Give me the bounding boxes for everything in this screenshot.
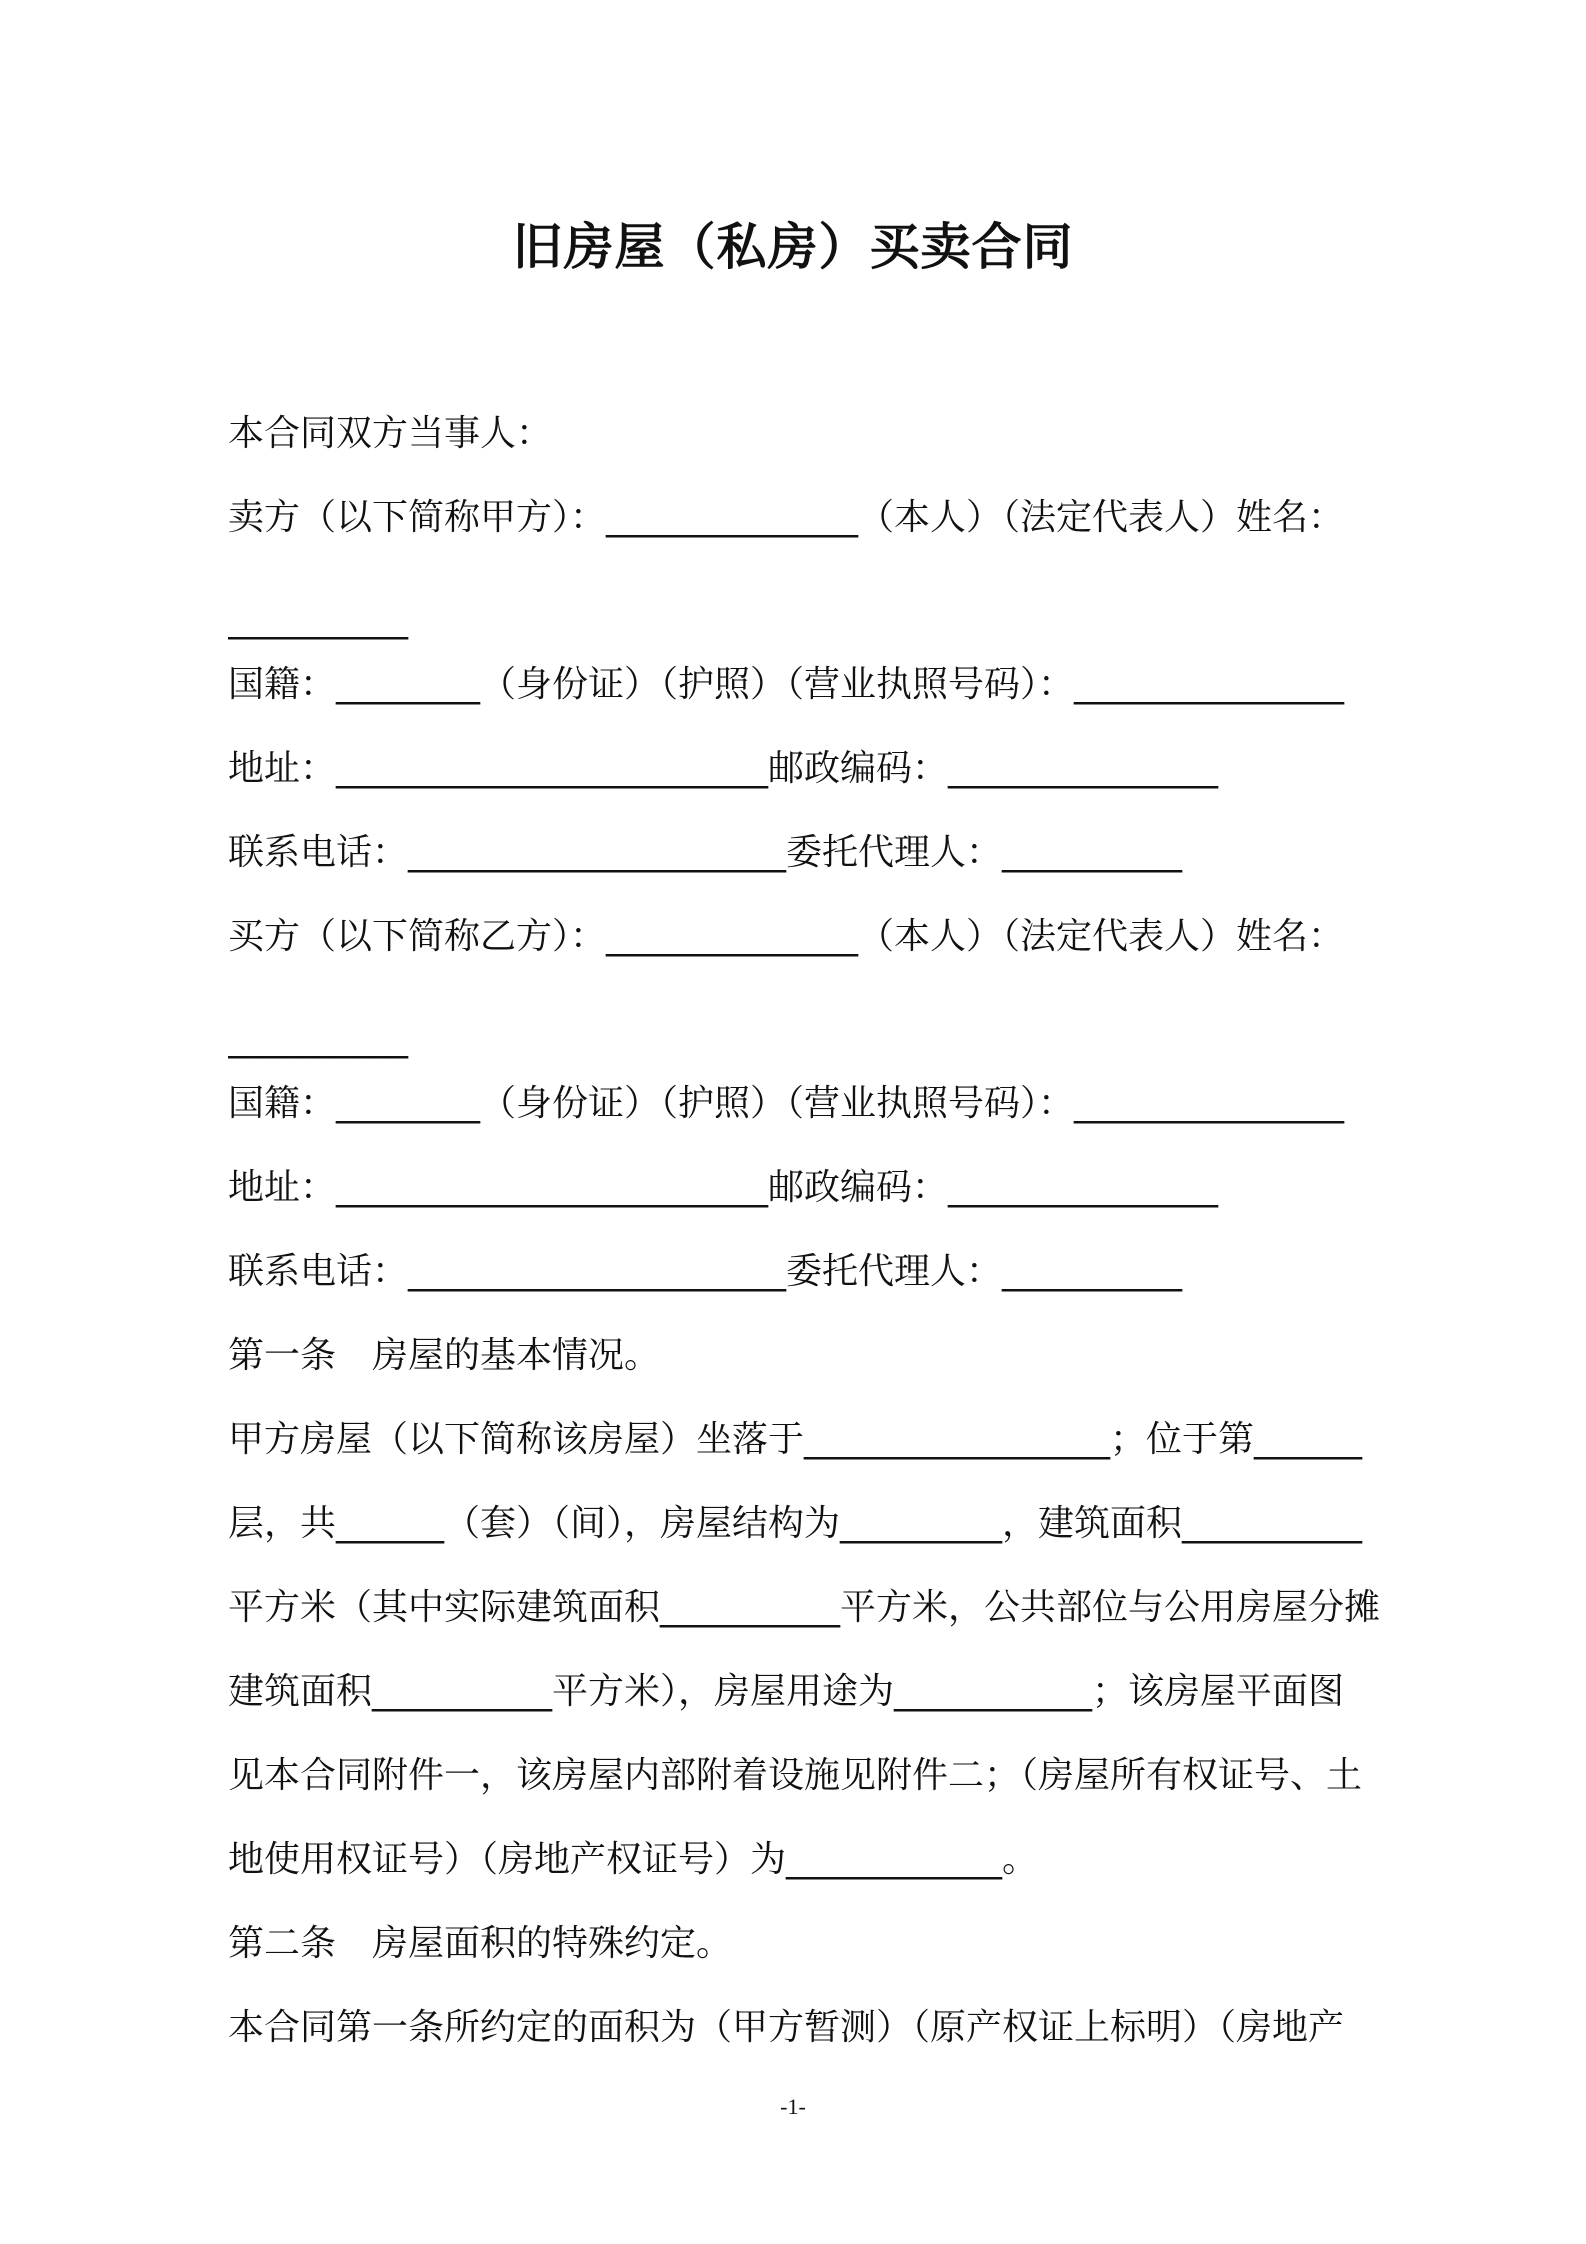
body-line: 买方（以下简称乙方）：______________（本人）（法定代表人）姓名： [228,916,1345,957]
body-line: 地使用权证号）（房地产权证号）为____________。 [228,1839,1039,1880]
body-line: 国籍：________（身份证）（护照）（营业执照号码）：_______________ [228,664,1345,705]
body-line: 平方米（其中实际建筑面积__________平方米，公共部位与公用房屋分摊 [228,1587,1381,1628]
body-line: 建筑面积__________平方米），房屋用途为___________；该房屋平面图 [228,1671,1345,1712]
body-line: 本合同双方当事人： [228,413,553,454]
body-line: 本合同第一条所约定的面积为（甲方暂测）（原产权证上标明）（房地产 [228,2007,1345,2048]
body-line: 国籍：________（身份证）（护照）（营业执照号码）：_______________ [228,1083,1345,1124]
body-line: 地址：________________________邮政编码：_______________ [228,1167,1219,1208]
body-line: 联系电话：_____________________委托代理人：__________ [228,832,1183,873]
section-heading: 第一条 房屋的基本情况。 [228,1335,661,1376]
page-number: -1- [780,2094,806,2119]
body-line: __________ [228,599,408,640]
body-line: 甲方房屋（以下简称该房屋）坐落于_________________；位于第______ [228,1419,1363,1460]
body-line: 卖方（以下简称甲方）：______________（本人）（法定代表人）姓名： [228,497,1345,538]
body-line: 层，共______（套）（间），房屋结构为_________，建筑面积__________ [228,1503,1363,1544]
section-heading: 第二条 房屋面积的特殊约定。 [228,1923,733,1964]
body-line: 见本合同附件一，该房屋内部附着设施见附件二；（房屋所有权证号、土 [228,1755,1363,1796]
body-line: __________ [228,1018,408,1059]
body-line: 联系电话：_____________________委托代理人：__________ [228,1251,1183,1292]
document-title: 旧房屋（私房）买卖合同 [512,218,1074,276]
body-line: 地址：________________________邮政编码：_______________ [228,748,1219,789]
